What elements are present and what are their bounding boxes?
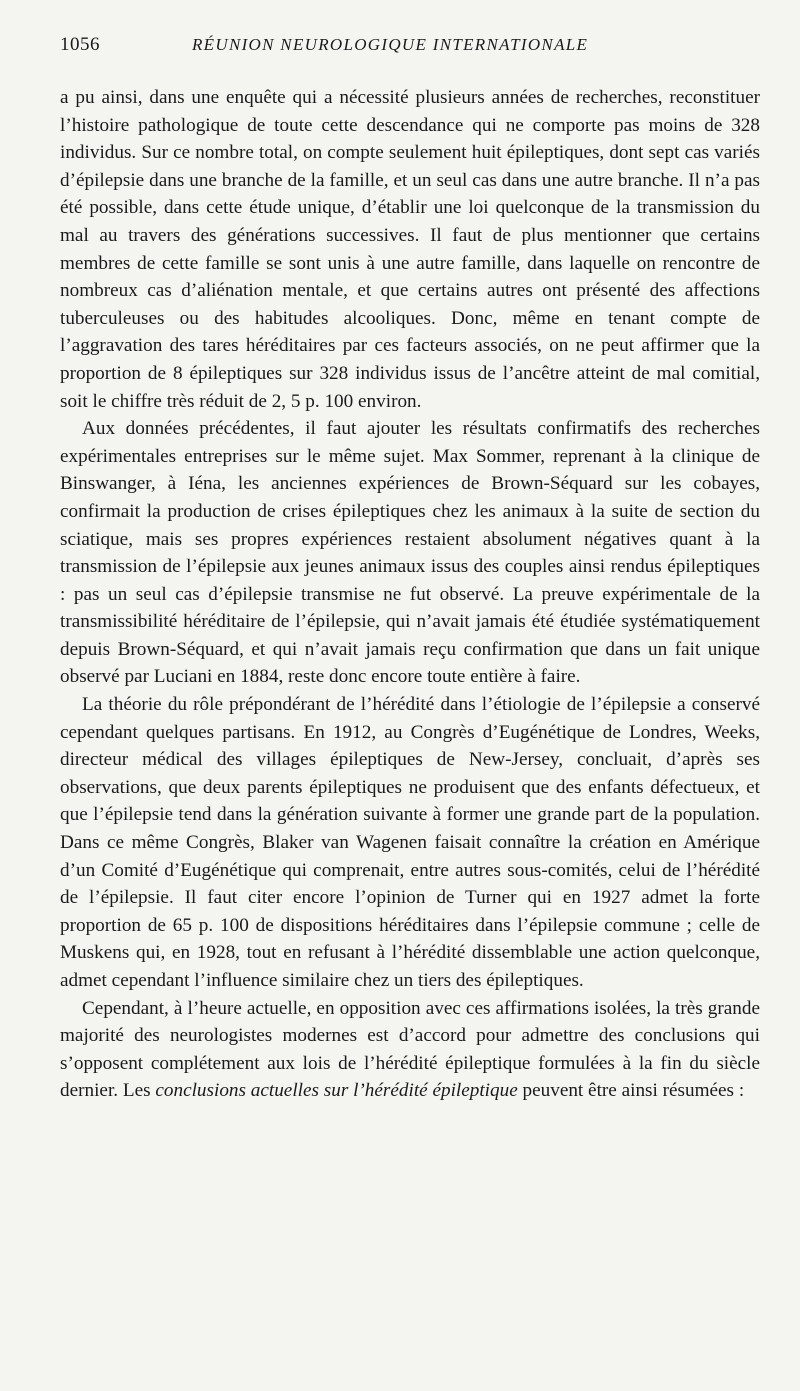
paragraph-4-text-after: peuvent être ainsi résumées :: [517, 1080, 745, 1102]
paragraph-2: Aux données précédentes, il faut ajouter les résultats confirmatifs des recherches expérimentales entreprises sur le même sujet. Max Sommer, reprenant à la clinique de Binswanger, à Iéna, les anciennes expériences de Brown-Séquard sur les cobayes, confirmait la production de crises épileptiques chez les animaux à la suite de section du sciatique, mais ses propres expériences restaient absolument négatives quant à la transmission de l’épilepsie aux jeunes animaux issus des couples ainsi rendus épileptiques : pas un seul cas d’épilepsie transmise ne fut observé. La preuve expérimentale de la transmissibilité héréditaire de l’épilepsie, qui n’avait jamais été étudiée systématiquement depuis Brown-Séquard, et qui n’avait jamais reçu confirmation que dans un fait unique observé par Luciani en 1884, reste donc encore toute entière à faire.: [60, 418, 760, 688]
paragraph-3: La théorie du rôle prépondérant de l’hérédité dans l’étiologie de l’épilepsie a conservé cependant quelques partisans. En 1912, au Congrès d’Eugénétique de Londres, Weeks, directeur médical des villages épileptiques de New-Jersey, concluait, d’après ses observations, que deux parents épileptiques ne produisent que des enfants défectueux, et que l’épilepsie tend dans la génération suivante à former une grande part de la population. Dans ce même Congrès, Blaker van Wagenen faisait connaître la création en Amérique d’un Comité d’Eugénétique qui comprenait, entre autres sous-comités, celui de l’hérédité de l’épilepsie. Il faut citer encore l’opinion de Turner qui en 1927 admet la forte proportion de 65 p. 100 de dispositions héréditaires dans l’épilepsie commune ; celle de Muskens qui, en 1928, tout en refusant à l’hérédité dissemblable une action quelconque, admet cependant l’influence similaire chez un tiers des épileptiques.: [60, 694, 760, 991]
journal-title: RÉUNION NEUROLOGIQUE INTERNATIONALE: [192, 35, 589, 54]
running-header: [60, 34, 760, 58]
page-number: 1056: [60, 34, 100, 55]
article-body: [60, 84, 760, 1105]
paragraph-4-italic-text: conclusions actuelles sur l’hérédité épileptique: [155, 1080, 518, 1102]
paragraph-4-text-before: Cependant, à l’heure actuelle, en opposition avec ces affirmations isolées, la très grande majorité des neurologistes modernes est d’accord pour admettre des conclusions qui s’opposent complétement aux lois de l’hérédité épileptique formulées à la fin du siècle dernier. Les: [60, 997, 760, 1102]
paragraph-1: a pu ainsi, dans une enquête qui a nécessité plusieurs années de recherches, reconstituer l’histoire pathologique de toute cette descendance qui ne comporte pas moins de 328 individus. Sur ce nombre total, on compte seulement huit épileptiques, dont sept cas variés d’épilepsie dans une branche de la famille, et un seul cas dans une autre branche. Il n’a pas été possible, dans cette étude unique, d’établir une loi quelconque de la transmission du mal au travers des générations successives. Il faut de plus mentionner que certains membres de cette famille se sont unis à une autre famille, dans laquelle on rencontre de nombreux cas d’aliénation mentale, et que certains autres ont présenté des affections tuberculeuses ou des habitudes alcooliques. Donc, même en tenant compte de l’aggravation des tares héréditaires par ces facteurs associés, on ne peut affirmer que la proportion de 8 épileptiques sur 328 individus issus de l’ancêtre atteint de mal comitial, soit le chiffre très réduit de 2, 5 p. 100 environ.: [60, 87, 760, 412]
paragraph-4: [60, 995, 760, 1105]
